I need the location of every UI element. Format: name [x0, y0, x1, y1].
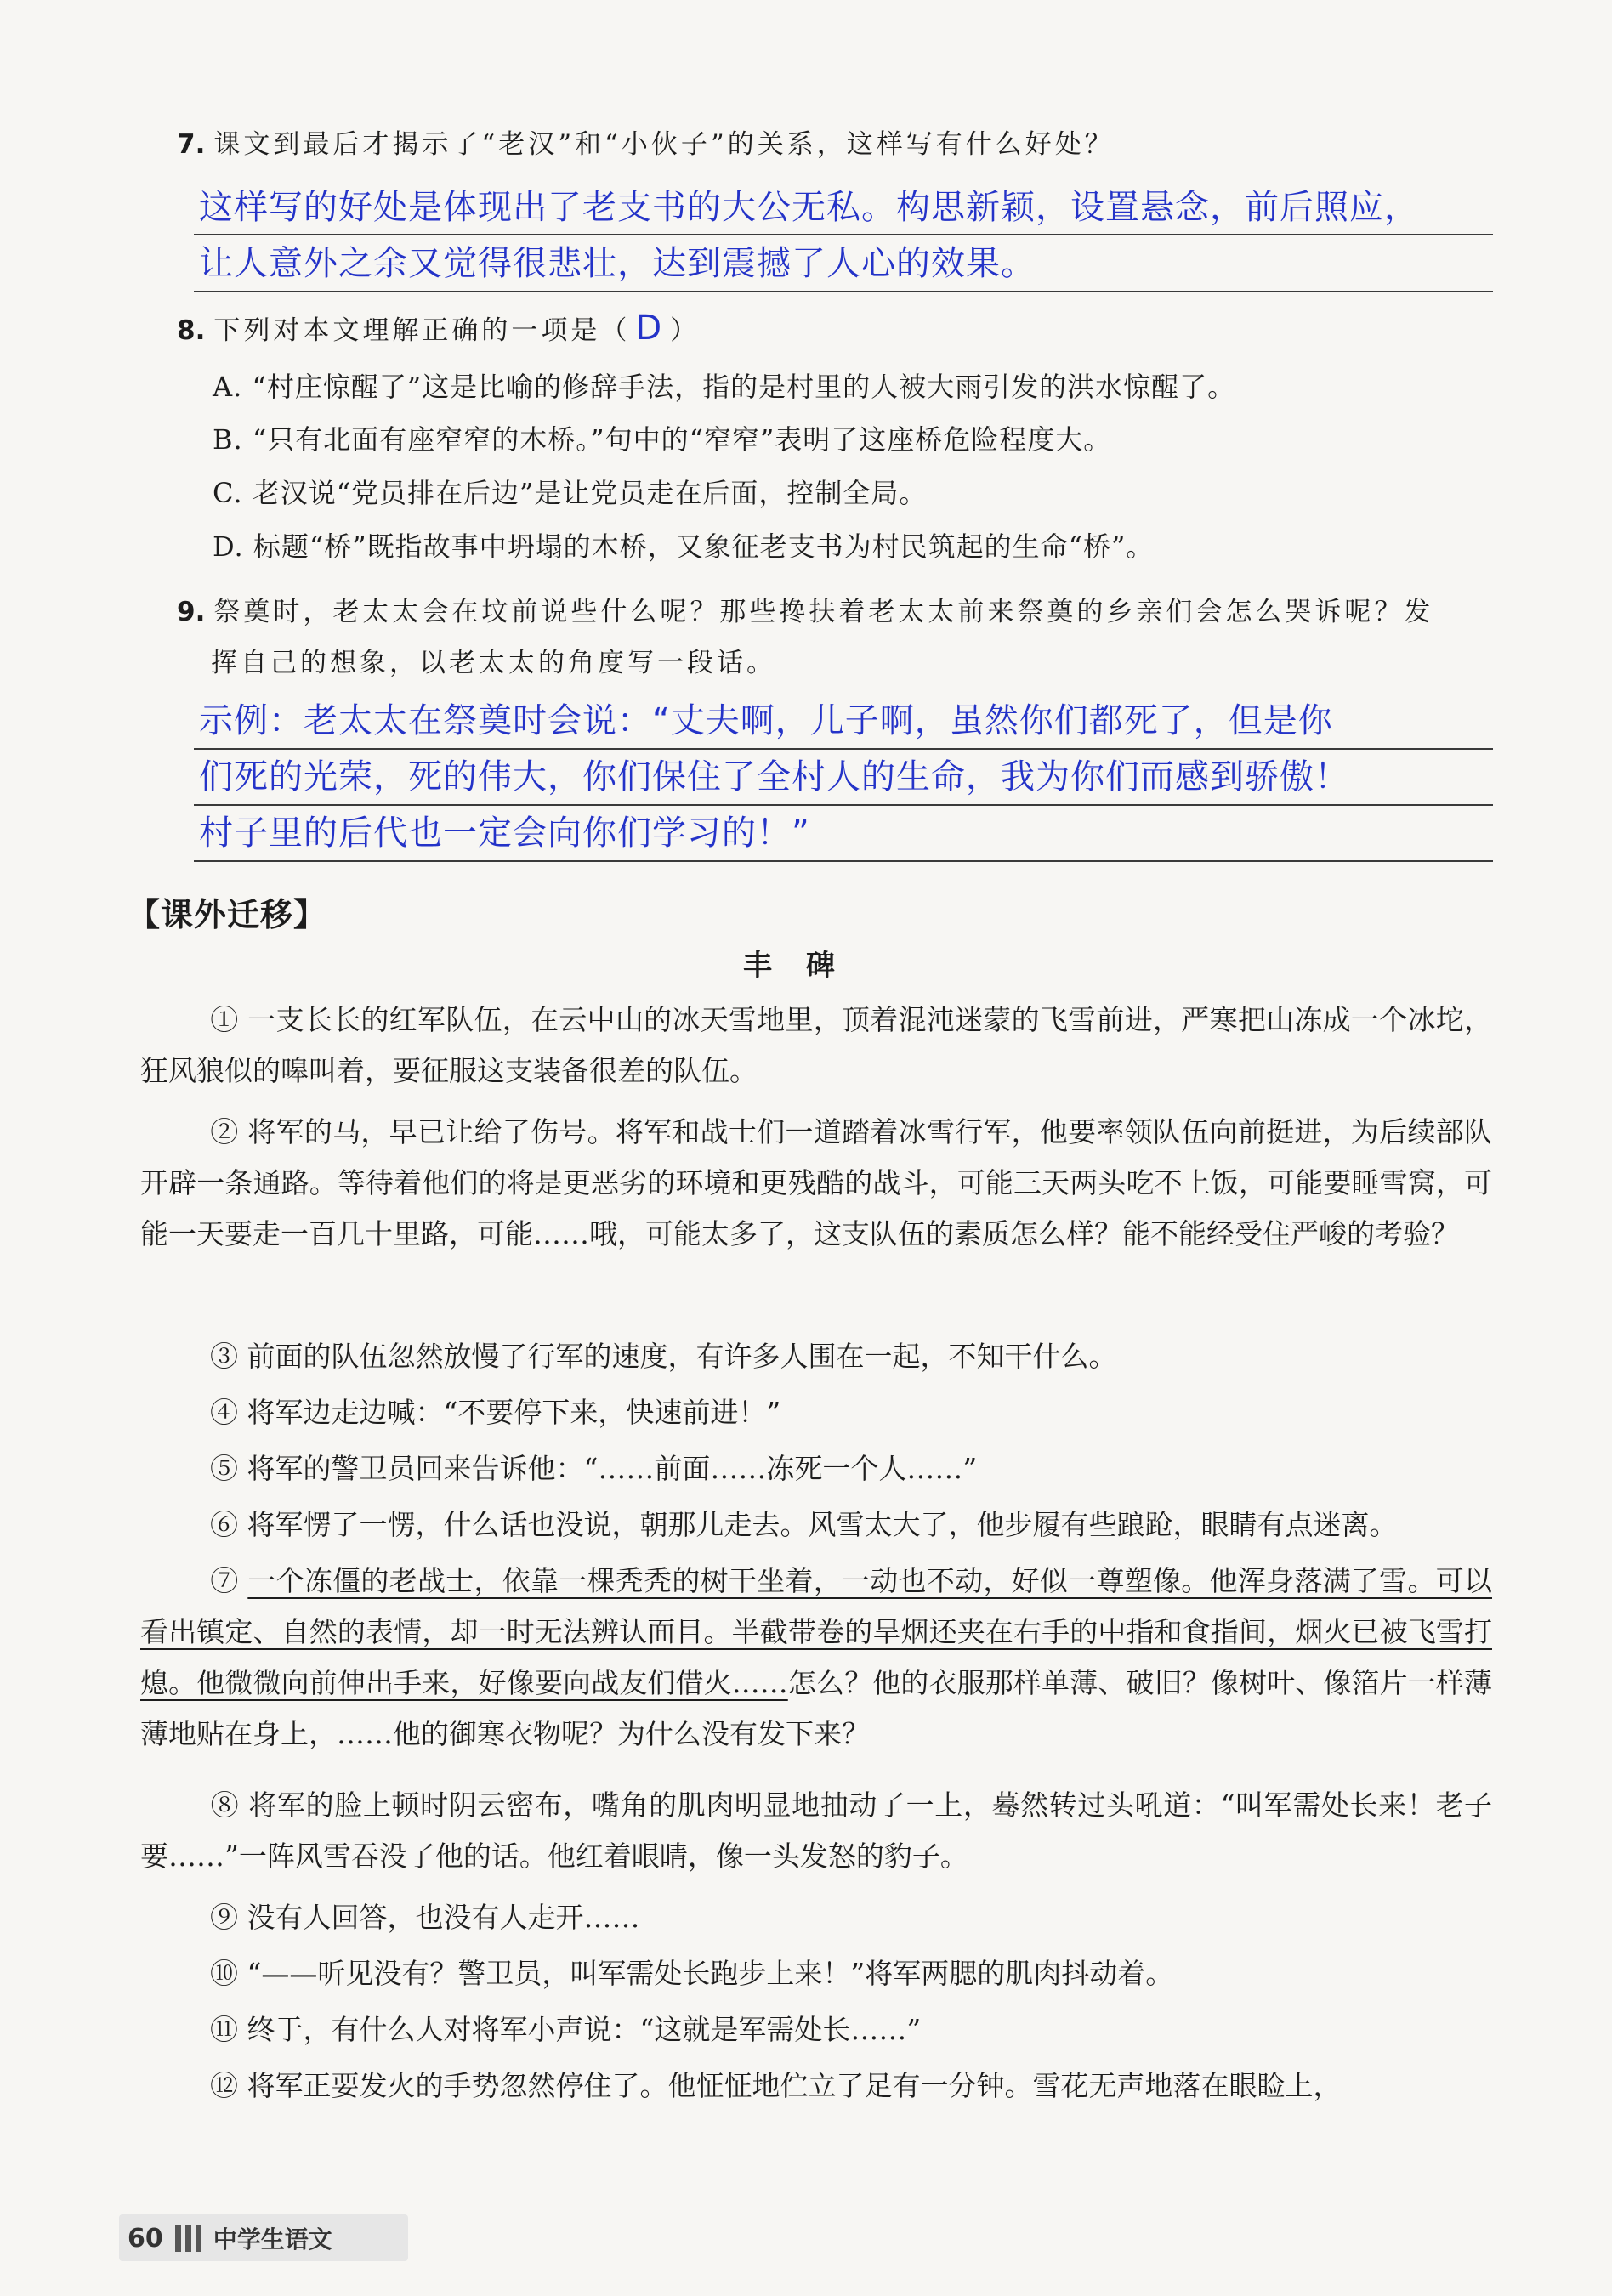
paragraph-12	[140, 2061, 1492, 2112]
page-number: 60	[128, 2223, 163, 2253]
paragraph-text: ③ 前面的队伍忽然放慢了行军的速度，有许多人围在一起，不知干什么。	[210, 1340, 1117, 1373]
paragraph-2	[140, 1107, 1492, 1260]
footer-bars-icon	[175, 2225, 202, 2252]
option-b: B. “只有北面有座窄窄的木桥。”句中的“窄窄”表明了这座桥危险程度大。	[213, 423, 1112, 456]
paragraph-1	[140, 995, 1492, 1097]
handwritten-answer-line: 让人意外之余又觉得很悲壮，达到震撼了人心的效果。	[199, 244, 1036, 283]
paragraph-text: ① 一支长长的红军队伍，在云中山的冰天雪地里，顶着混沌迷蒙的飞雪前进，严寒把山冻成一个冰坨，狂风狼似的嗥叫着，要征服这支装备很差的队伍。	[140, 1003, 1492, 1087]
paragraph-4	[140, 1387, 1492, 1438]
question-text: 祭奠时，老太太会在坟前说些什么呢？那些搀扶着老太太前来祭奠的乡亲们会怎么哭诉呢？发	[213, 597, 1434, 627]
paragraph-7	[140, 1556, 1492, 1760]
paragraph-text: ⑤ 将军的警卫员回来告诉他：“……前面……冻死一个人……”	[210, 1452, 978, 1485]
article-title: 丰碑	[743, 949, 869, 983]
paragraph-8	[140, 1780, 1492, 1882]
answer-rule	[194, 291, 1493, 292]
paragraph-6	[140, 1499, 1492, 1551]
paragraph-10	[140, 1948, 1492, 1999]
paragraph-text: ② 将军的马，早已让给了伤号。将军和战士们一道踏着冰雪行军，他要率领队伍向前挺进，为后续部队开辟一条通路。等待着他们的将是更恶劣的环境和更残酷的战斗，可能三天两头吃不上饭，可能要睡雪窝，可能一天要走一百几十里路，可能……哦，可能太多了，这支队伍的素质怎么样？能不能经受住严峻的考验？	[140, 1115, 1492, 1250]
paragraph-text: ⑪ 终于，有什么人对将军小声说：“这就是军需处长……”	[210, 2013, 922, 2046]
handwritten-answer-line: 这样写的好处是体现出了老支书的大公无私。构思新颖，设置悬念，前后照应，	[199, 188, 1419, 227]
question-9	[177, 595, 1503, 629]
paragraph-9	[140, 1892, 1492, 1943]
handwritten-answer-line: 村子里的后代也一定会向你们学习的！”	[199, 814, 810, 853]
paragraph-text: ⑫ 将军正要发火的手势忽然停住了。他怔怔地伫立了足有一分钟。雪花无声地落在眼睑上，	[210, 2069, 1342, 2102]
question-number: 7.	[177, 129, 206, 160]
paragraph-11	[140, 2004, 1492, 2055]
paragraph-text: ④ 将军边走边喊：“不要停下来，快速前进！”	[210, 1396, 781, 1429]
paragraph-text: ⑩ “——听见没有？警卫员，叫军需处长跑步上来！”将军两腮的肌肉抖动着。	[210, 1957, 1174, 1990]
paragraph-text: ⑨ 没有人回答，也没有人走开……	[210, 1901, 640, 1934]
option-a: A. “村庄惊醒了”这是比喻的修辞手法，指的是村里的人被大雨引发的洪水惊醒了。	[213, 371, 1236, 403]
page-footer	[128, 2217, 332, 2259]
question-8	[177, 306, 700, 350]
handwritten-choice: D	[635, 309, 666, 348]
question-number: 8.	[177, 315, 206, 346]
answer-rule	[194, 860, 1493, 862]
option-c: C. 老汉说“党员排在后边”是让党员走在后面，控制全局。	[213, 477, 928, 509]
question-7	[177, 128, 1115, 162]
handwritten-answer-line: 们死的光荣，死的伟大，你们保住了全村人的生命，我为你们而感到骄傲！	[199, 757, 1349, 797]
underlined-passage: 一个冻僵的老战士，依靠一棵秃秃的树干坐着，一动也不动，好似一尊塑像。他浑身落满了雪。可以看出镇定、自然的表情，却一时无法辨认面目。半截带卷的旱烟还夹在右手的中指和食指间，烟火已被飞雪打熄。他微微向前伸出手来，好像要向战友们借火……	[140, 1564, 1492, 1699]
question-number: 9.	[177, 597, 206, 627]
paragraph-3	[140, 1331, 1492, 1382]
paragraph-number: ⑦	[210, 1564, 248, 1597]
question-text: 下列对本文理解正确的一项是（	[213, 315, 631, 346]
section-heading: 【课外迁移】	[128, 896, 327, 933]
handwritten-answer-line: 示例：老太太在祭奠时会说：“丈夫啊，儿子啊，虽然你们都死了，但是你	[199, 701, 1333, 740]
paragraph-text: ⑥ 将军愣了一愣，什么话也没说，朝那儿走去。风雪太大了，他步履有些踉跄，眼睛有点迷离。	[210, 1508, 1398, 1541]
journal-name: 中学生语文	[213, 2225, 332, 2253]
answer-rule	[194, 234, 1493, 235]
option-d: D. 标题“桥”既指故事中坍塌的木桥，又象征老支书为村民筑起的生命“桥”。	[213, 530, 1155, 563]
paragraph-text: 怎么？他的衣服那样单薄、破旧？像树叶、像箔片一样薄薄地贴在身上，……他的御寒衣物呢？为什么没有发下来？	[140, 1666, 1493, 1750]
question-9-continued: 挥自己的想象，以老太太的角度写一段话。	[211, 648, 776, 678]
question-text: 课文到最后才揭示了“老汉”和“小伙子”的关系，这样写有什么好处？	[213, 129, 1115, 160]
paragraph-5	[140, 1443, 1492, 1494]
question-text-end: ）	[670, 315, 701, 346]
paragraph-text: ⑧ 将军的脸上顿时阴云密布，嘴角的肌肉明显地抽动了一上，蓦然转过头吼道：“叫军需处长来！老子要……”一阵风雪吞没了他的话。他红着眼睛，像一头发怒的豹子。	[140, 1789, 1492, 1873]
